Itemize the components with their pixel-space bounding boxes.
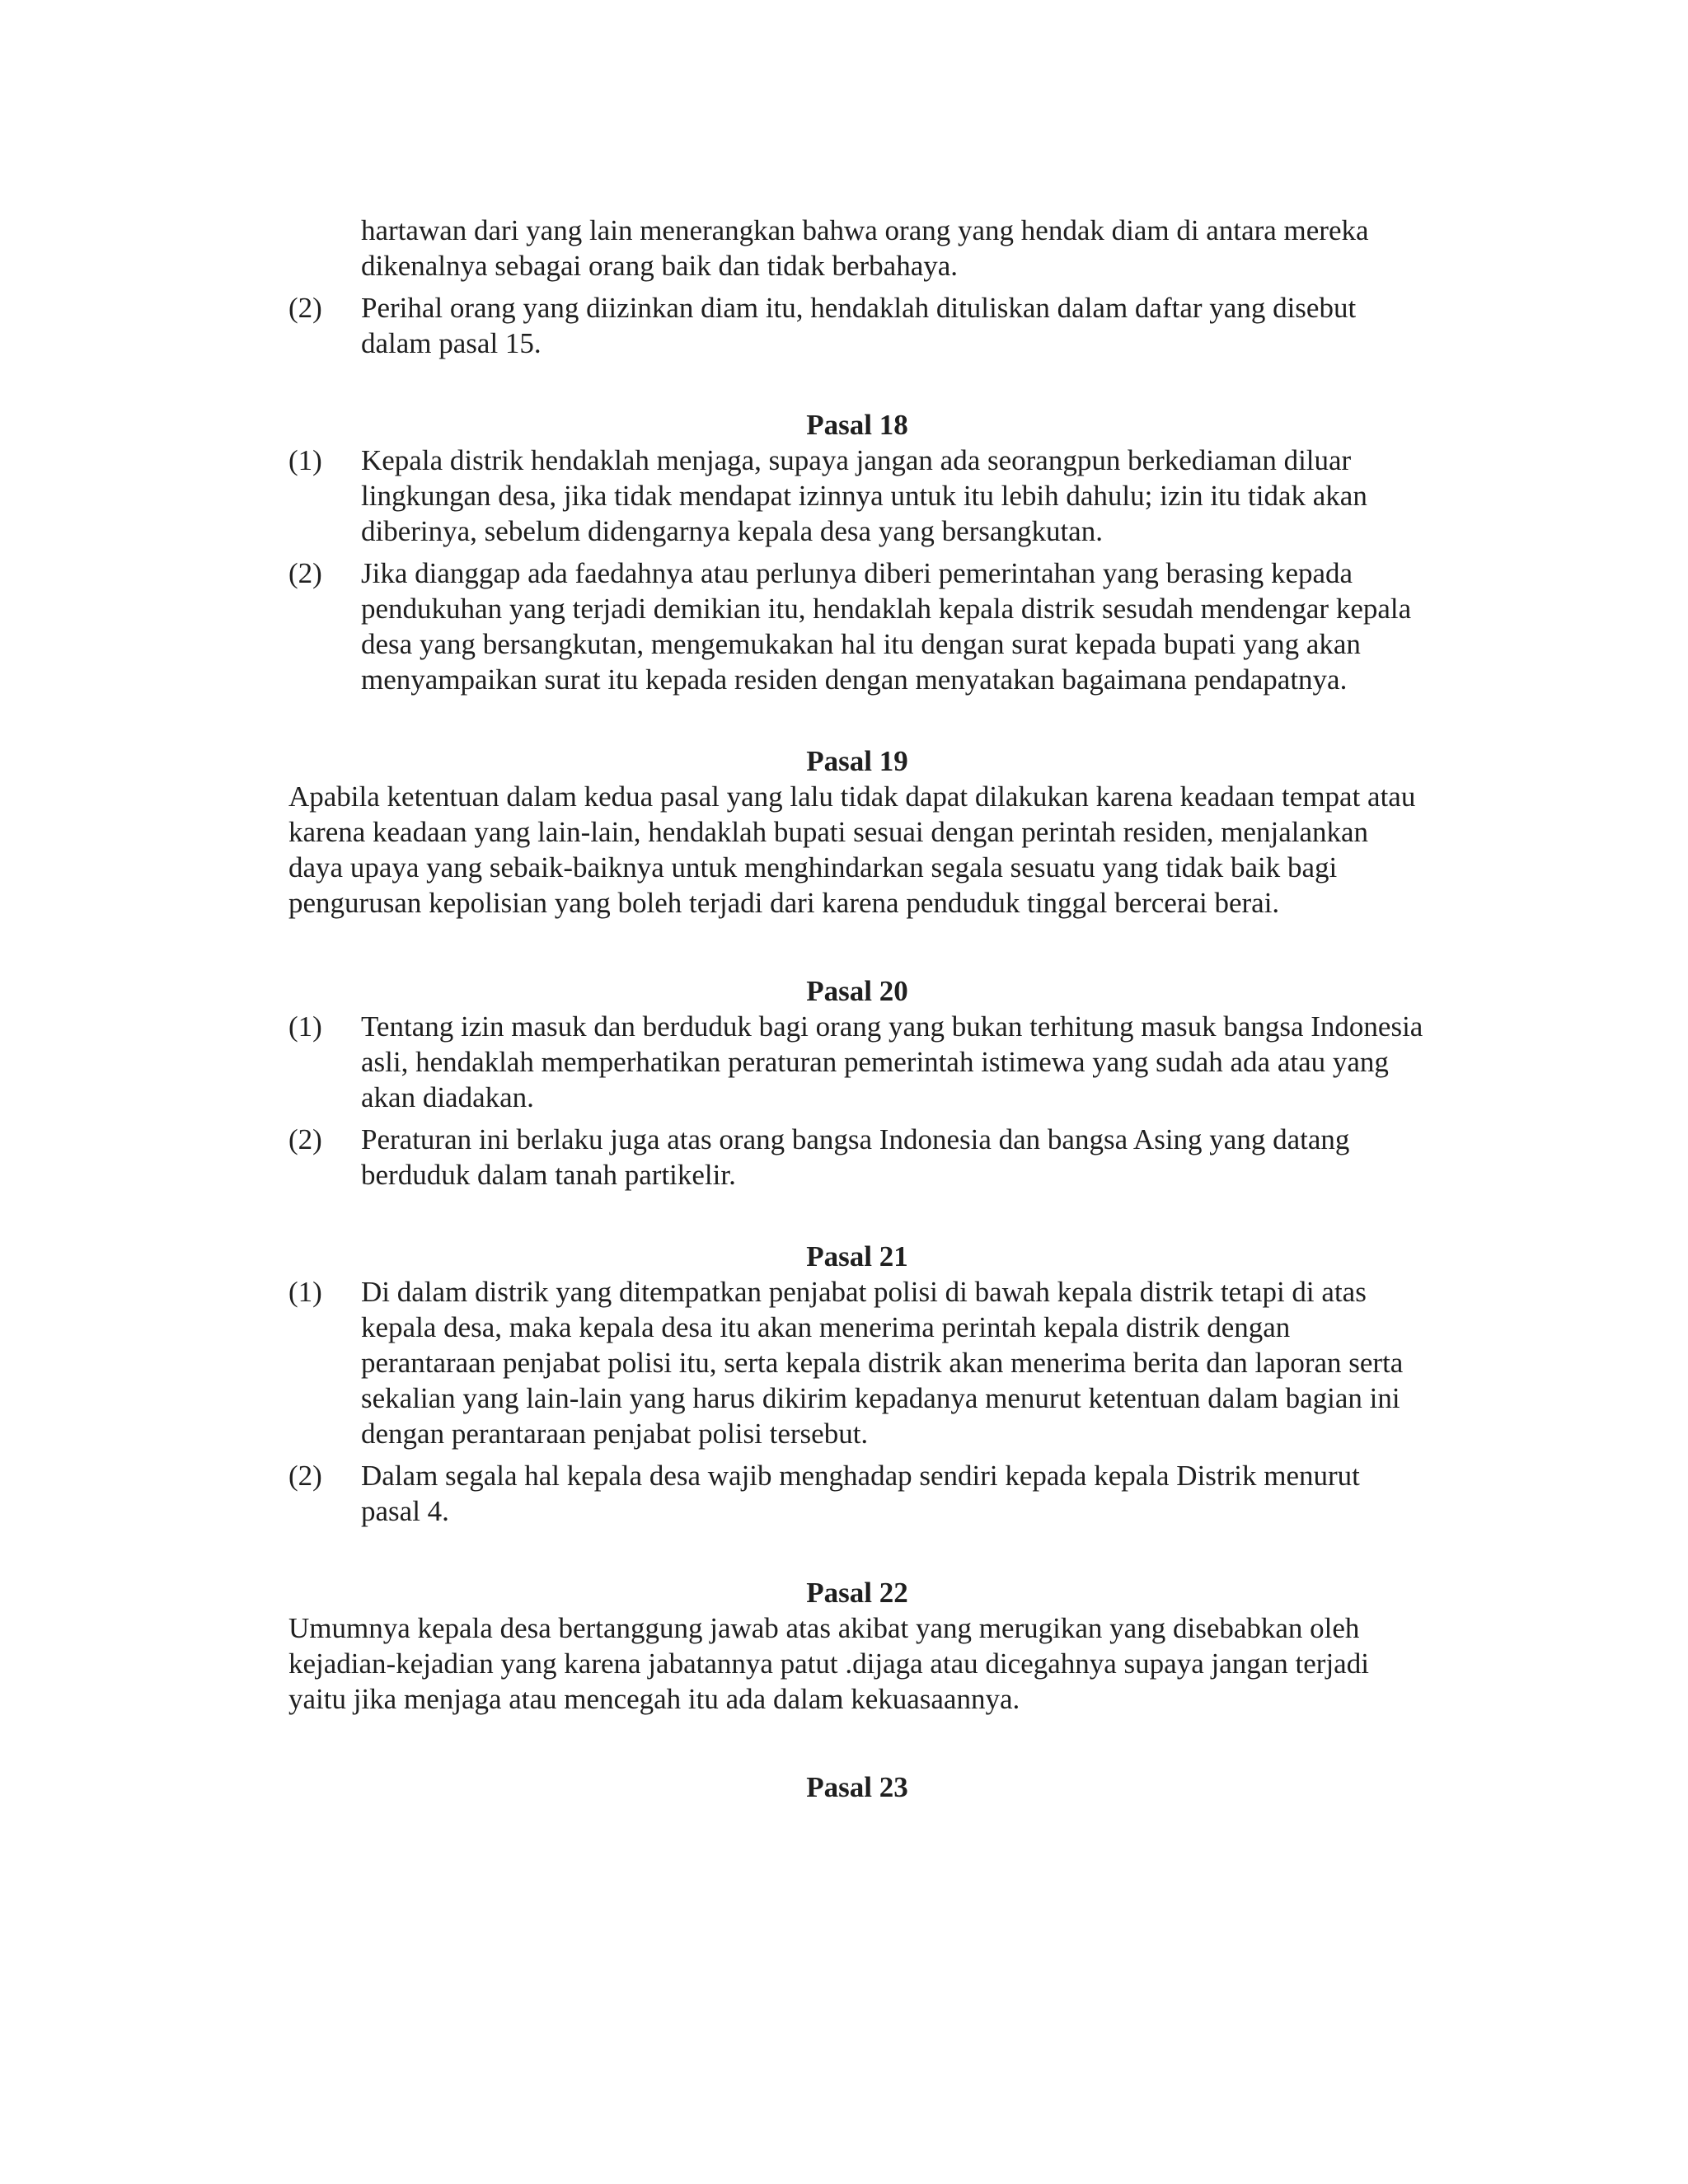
item-text: Jika dianggap ada faedahnya atau perlunya diberi pemerintahan yang berasing kepada pendukuhan yang terjadi demikian itu, hendaklah kepala distrik sesudah mendengar kepala desa yang bersangkutan, mengemukakan hal itu dengan surat kepada bupati yang akan menyampaikan surat itu kepada residen dengan menyatakan bagaimana pendapatnya. xyxy=(361,557,1412,696)
item-text: Perihal orang yang diizinkan diam itu, hendaklah dituliskan dalam daftar yang disebut dalam pasal 15. xyxy=(361,292,1357,359)
item-text: Kepala distrik hendaklah menjaga, supaya jangan ada seorangpun berkediaman diluar lingkungan desa, jika tidak mendapat izinnya untuk itu lebih dahulu; izin itu tidak akan diberinya, sebelum didengarnya kepala desa yang bersangkutan. xyxy=(361,444,1367,547)
item-text: Peraturan ini berlaku juga atas orang bangsa Indonesia dan bangsa Asing yang datang berduduk dalam tanah partikelir. xyxy=(361,1123,1350,1191)
pasal-22-heading: Pasal 22 xyxy=(806,1577,908,1609)
list-item xyxy=(288,1009,1426,1115)
list-item xyxy=(288,1122,1426,1193)
carryover-paragraph: hartawan dari yang lain menerangkan bahwa orang yang hendak diam di antara mereka dikenalnya sebagai orang baik dan tidak berbahaya. xyxy=(361,214,1369,282)
pasal-23-heading: Pasal 23 xyxy=(806,1771,908,1803)
document-body xyxy=(288,213,1426,1805)
item-text: Di dalam distrik yang ditempatkan penjabat polisi di bawah kepala distrik tetapi di atas kepala desa, maka kepala desa itu akan menerima perintah kepala distrik dengan perantaraan penjabat polisi itu, serta kepala distrik akan menerima berita dan laporan serta sekalian yang lain-lain yang harus dikirim kepadanya menurut ketentuan dalam bagian ini dengan perantaraan penjabat polisi tersebut. xyxy=(361,1276,1404,1450)
item-number: (2) xyxy=(288,1460,322,1492)
pasal-21-heading: Pasal 21 xyxy=(806,1240,908,1272)
pasal-18-heading: Pasal 18 xyxy=(806,409,908,441)
item-number: (2) xyxy=(288,292,322,324)
item-number: (1) xyxy=(288,1276,322,1308)
item-number: (2) xyxy=(288,557,322,589)
list-item xyxy=(288,1458,1426,1529)
item-number: (1) xyxy=(288,444,322,476)
item-text: Dalam segala hal kepala desa wajib menghadap sendiri kepada kepala Distrik menurut pasal 4. xyxy=(361,1460,1360,1527)
pasal-20-heading: Pasal 20 xyxy=(806,975,908,1007)
item-number: (2) xyxy=(288,1123,322,1155)
item-text: Tentang izin masuk dan berduduk bagi orang yang bukan terhitung masuk bangsa Indonesia asli, hendaklah memperhatikan peraturan pemerintah istimewa yang sudah ada atau yang akan diadakan. xyxy=(361,1010,1423,1113)
list-item xyxy=(288,555,1426,697)
item-number: (1) xyxy=(288,1010,322,1043)
list-item xyxy=(288,290,1426,361)
list-item xyxy=(288,443,1426,549)
pasal-19-heading: Pasal 19 xyxy=(806,745,908,777)
list-item xyxy=(288,1274,1426,1451)
pasal-19-paragraph: Apabila ketentuan dalam kedua pasal yang lalu tidak dapat dilakukan karena keadaan tempat atau karena keadaan yang lain-lain, hendaklah bupati sesuai dengan perintah residen, menjalankan daya upaya yang sebaik-baiknya untuk menghindarkan segala sesuatu yang tidak baik bagi pengurusan kepolisian yang boleh terjadi dari karena penduduk tinggal bercerai berai. xyxy=(288,780,1416,919)
pasal-22-paragraph: Umumnya kepala desa bertanggung jawab atas akibat yang merugikan yang disebabkan oleh kejadian-kejadian yang karena jabatannya patut .dijaga atau dicegahnya supaya jangan terjadi yaitu jika menjaga atau mencegah itu ada dalam kekuasaannya. xyxy=(288,1612,1369,1715)
